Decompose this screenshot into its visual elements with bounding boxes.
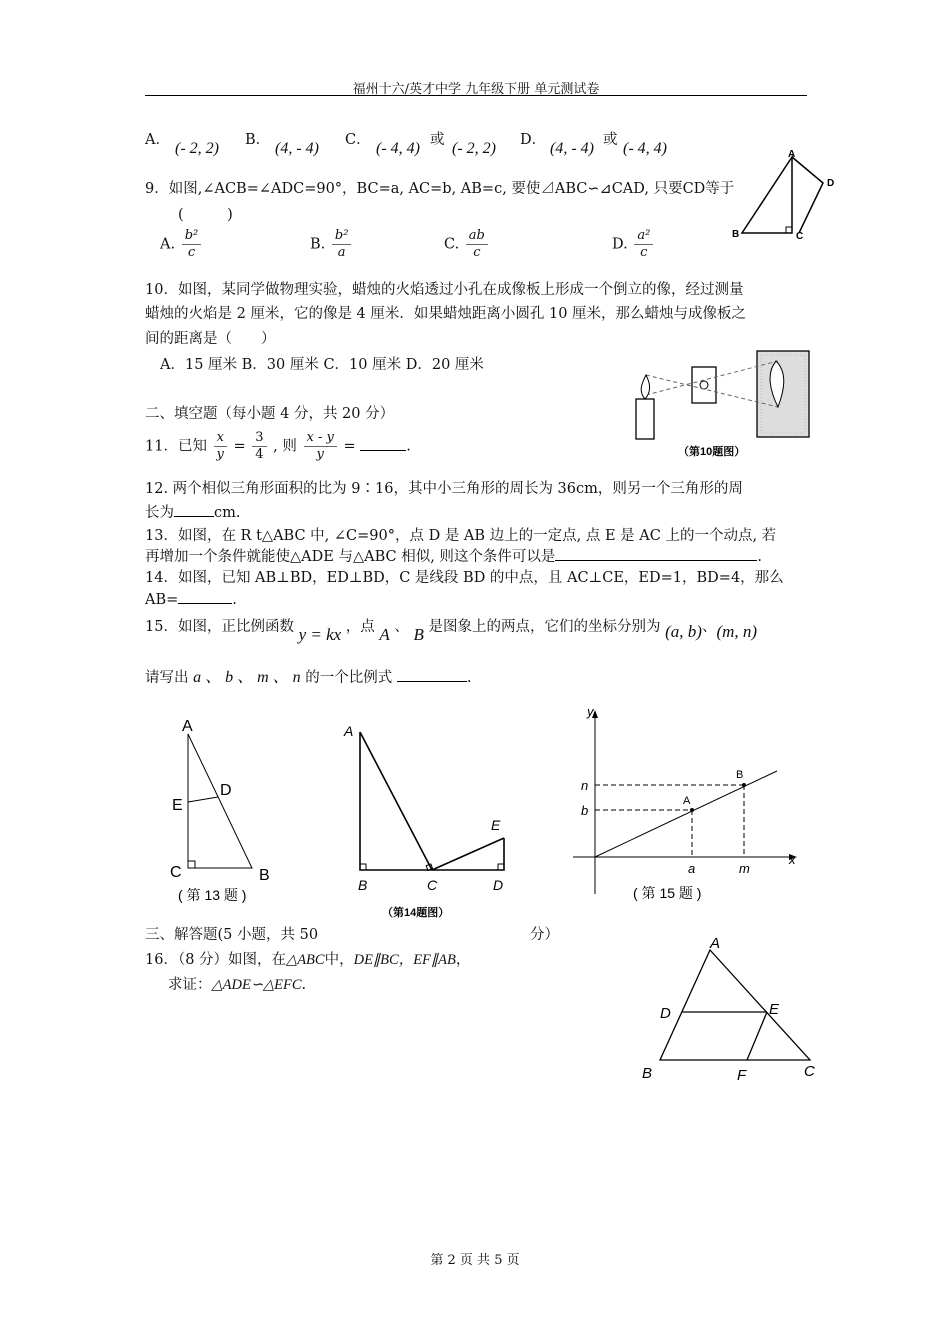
q14-label-C: C [427, 877, 438, 893]
q14-label-D: D [493, 877, 504, 893]
q11-pre: 11．已知 [145, 438, 207, 455]
q9-option-c [444, 228, 490, 261]
q15-figure [565, 704, 810, 909]
q9-text: 9．如图,∠ACB=∠ADC=90°，BC=a, AC=b, AB=c, 要使⊿ABC∽⊿CAD, 只要CD等于 [145, 181, 735, 197]
q12-line1: 12. 两个相似三角形面积的比为 9∶16，其中小三角形的周长为 36cm，则另一个三角形的周 [145, 481, 743, 497]
q11-answer-blank[interactable] [360, 438, 406, 451]
q15-label-B: B [736, 769, 744, 781]
q15-caption: ( 第 15 题 ) [633, 885, 702, 901]
q8-c-label: C． [345, 132, 371, 148]
q13-label-B: B [259, 867, 270, 884]
q11-frac1: $\frac{x}{y}$ [214, 430, 227, 463]
q13-figure [160, 712, 290, 907]
q15-line2: 请写出 a 、 b 、 m 、 n 的一个比例式 . [145, 669, 472, 686]
q11-eq2: = [343, 438, 356, 455]
q14-label-A: A [344, 723, 354, 739]
q9-c-frac: $\frac{ab}{c}$ [466, 228, 488, 261]
q15-coord2: (m, n) [716, 622, 758, 641]
q13-label-C: C [170, 864, 182, 881]
q16-label-C: C [804, 1063, 815, 1080]
q9-b-frac: $\frac{\text{b²}}{a}$ [332, 228, 352, 261]
q15-label-x: x [789, 852, 796, 867]
q10-line2: 蜡烛的火焰是 2 厘米，它的像是 4 厘米．如果蜡烛距离小圆孔 10 厘米，那么蜡烛与成像板之 [145, 306, 747, 322]
q15-label-b: b [581, 803, 589, 818]
q9-label-A: A [788, 149, 796, 160]
q8-d1: (4, - 4) [550, 140, 594, 157]
q11-frac3: $\frac{x - y}{y}$ [304, 430, 337, 463]
q14-label-B: B [358, 877, 368, 893]
q13-label-E: E [172, 797, 183, 814]
q10-figure [628, 347, 813, 462]
q16-line1: 16．（8 分）如图，在△ABC中，DE∥BC，EF∥AB， [145, 952, 471, 968]
q13-label-D: D [220, 782, 232, 799]
q8-b-label: B． [245, 132, 271, 148]
q10-caption: （第10题图） [678, 446, 746, 458]
q16-label-A: A [710, 935, 721, 952]
q9-c-label: C. [444, 236, 460, 253]
page-header: 福州十六/英才中学 九年级下册 单元测试卷 [352, 82, 600, 97]
q11: 11．已知 $\frac{x}{y}$ = $\frac{3}{4}$ , 则 $\frac{x - y}{y}$ = . [145, 430, 411, 462]
q10-options: A．15 厘米 B．30 厘米 C．10 厘米 D．20 厘米 [160, 357, 484, 373]
q12-line2: 长为 cm. [145, 505, 241, 521]
q14-label-E: E [491, 817, 501, 833]
q16-line2: 求证：△ADE∽△EFC. [168, 977, 307, 993]
q13-caption: ( 第 13 题 ) [178, 887, 247, 903]
q15-label-A: A [683, 795, 691, 807]
q15-label-m: m [739, 861, 750, 876]
page-footer: 第 2 页 共 5 页 [430, 1253, 520, 1268]
q14-caption: （第14题图） [382, 907, 450, 919]
q11-mid: , 则 [273, 438, 297, 455]
q8-d-or: 或 [603, 132, 618, 148]
section2-title: 二、填空题（每小题 4 分，共 20 分） [145, 406, 395, 422]
q14-line1: 14．如图，已知 AB⊥BD，ED⊥BD，C 是线段 BD 的中点，且 AC⊥CE，ED=1，BD=4，那么 [145, 570, 784, 586]
q8-d-label: D． [520, 132, 547, 148]
q8-c-or: 或 [430, 132, 445, 148]
section3-title: 三、解答题(5 小题，共 50 [145, 927, 319, 943]
q10-line3: 间的距离是（ ） [145, 331, 276, 347]
q8-c1: (- 4, 4) [376, 140, 420, 157]
q9-option-d [612, 228, 655, 261]
q16-label-F: F [737, 1067, 747, 1084]
q9-options [160, 228, 203, 261]
q13-line2: 再增加一个条件就能使△ADE 与△ABC 相似, 则这个条件可以是 . [145, 549, 763, 565]
q12-answer-blank[interactable] [174, 504, 214, 517]
q16-label-E: E [769, 1001, 780, 1018]
q14-answer-blank[interactable] [178, 591, 232, 604]
q8-d2: (- 4, 4) [623, 140, 667, 157]
q8-b: (4, - 4) [275, 140, 319, 157]
q13-label-A: A [182, 718, 193, 735]
q9-option-b [310, 228, 353, 261]
q15-coord1: (a, b) [665, 622, 702, 641]
q13-answer-blank[interactable] [555, 548, 757, 561]
q14-figure [336, 718, 516, 923]
q16-figure [636, 932, 826, 1087]
q13-line1: 13．如图，在 R t△ABC 中, ∠C=90°，点 D 是 AB 边上的一定点, 点 E 是 AC 上的一个动点, 若 [145, 528, 777, 544]
q9-label-C: C [796, 231, 804, 242]
q9-d-frac: $\frac{\text{a²}}{c}$ [634, 228, 653, 261]
q15-answer-blank[interactable] [397, 669, 467, 682]
q9-figure [730, 145, 840, 245]
q10-line1: 10．如图，某同学做物理实验，蜡烛的火焰透过小孔在成像板上形成一个倒立的像，经过测量 [145, 282, 744, 298]
q9-d-label: D. [612, 236, 628, 253]
q15-line1: 15．如图，正比例函数 y = kx ，点 A 、 B 是图象上的两点，它们的坐标分别为 (a, b)、(m, n) [145, 619, 758, 644]
q11-frac2: $\frac{3}{4}$ [252, 430, 266, 463]
section3-end: 分） [530, 927, 559, 943]
q11-eq: = [233, 438, 246, 455]
q9-a-frac: $\frac{\text{b²}}{c}$ [182, 228, 202, 261]
q16-label-B: B [642, 1065, 653, 1082]
q15-func: y = kx [298, 625, 342, 644]
q9-label-B: B [732, 229, 740, 240]
q9-label-D: D [827, 178, 835, 189]
q15-label-y: y [587, 704, 594, 719]
q16-label-D: D [660, 1005, 671, 1022]
header-rule [145, 95, 807, 96]
q9-b-label: B. [310, 236, 326, 253]
q15-label-n: n [581, 778, 589, 793]
q9-paren: ( ) [178, 207, 233, 223]
q14-line2: AB= . [145, 592, 237, 608]
q9-a-label: A. [160, 236, 176, 253]
q15-label-a: a [688, 861, 696, 876]
q8-a: (- 2, 2) [175, 140, 219, 157]
q8-a-label: A． [145, 132, 170, 148]
q8-c2: (- 2, 2) [452, 140, 496, 157]
